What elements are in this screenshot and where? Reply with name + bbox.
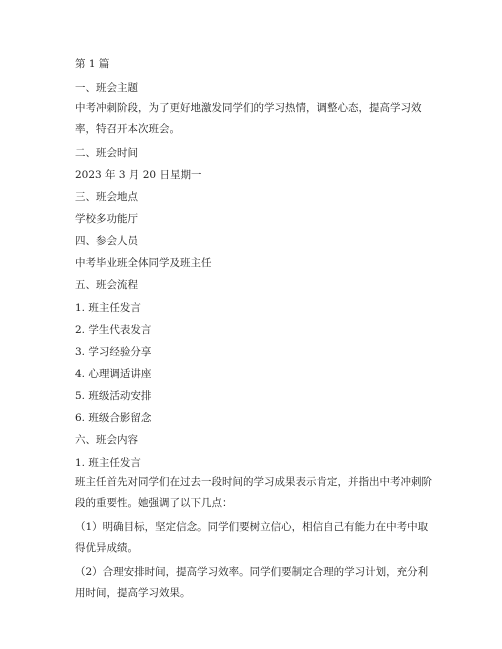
time-heading: 二、班会时间 xyxy=(75,147,138,159)
time-text: 2023 年 3 月 20 日星期一 xyxy=(75,169,202,181)
content-heading: 六、班会内容 xyxy=(75,434,138,446)
place-heading: 三、班会地点 xyxy=(75,191,138,203)
flow-item: 2. 学生代表发言 xyxy=(75,324,152,336)
flow-item: 6. 班级合影留念 xyxy=(75,412,152,424)
chapter-title: 第 1 篇 xyxy=(75,58,110,70)
people-heading: 四、参会人员 xyxy=(75,235,138,247)
flow-item: 1. 班主任发言 xyxy=(75,302,141,314)
flow-item: 3. 学习经验分享 xyxy=(75,346,152,358)
content-paragraph: 班主任首先对同学们在过去一段时间的学习成果表示肯定，并指出中考冲刺阶段的重要性。她强调了以下几点： xyxy=(75,476,432,509)
place-text: 学校多功能厅 xyxy=(75,213,138,225)
theme-heading: 一、班会主题 xyxy=(75,82,138,94)
theme-paragraph: 中考冲刺阶段，为了更好地激发同学们的学习热情，调整心态，提高学习效率，特召开本次班会。 xyxy=(75,102,422,135)
flow-heading: 五、班会流程 xyxy=(75,279,138,291)
people-text: 中考毕业班全体同学及班主任 xyxy=(75,257,212,269)
content-subheading: 1. 班主任发言 xyxy=(75,457,141,469)
flow-item: 5. 班级活动安排 xyxy=(75,390,152,402)
point-paragraph-1: （1）明确目标，坚定信念。同学们要树立信心，相信自己有能力在中考中取得优异成绩。 xyxy=(75,521,429,554)
flow-item: 4. 心理调适讲座 xyxy=(75,368,152,380)
point-paragraph-2: （2）合理安排时间，提高学习效率。同学们要制定合理的学习计划，充分利用时间，提高学习效果。 xyxy=(75,566,429,599)
